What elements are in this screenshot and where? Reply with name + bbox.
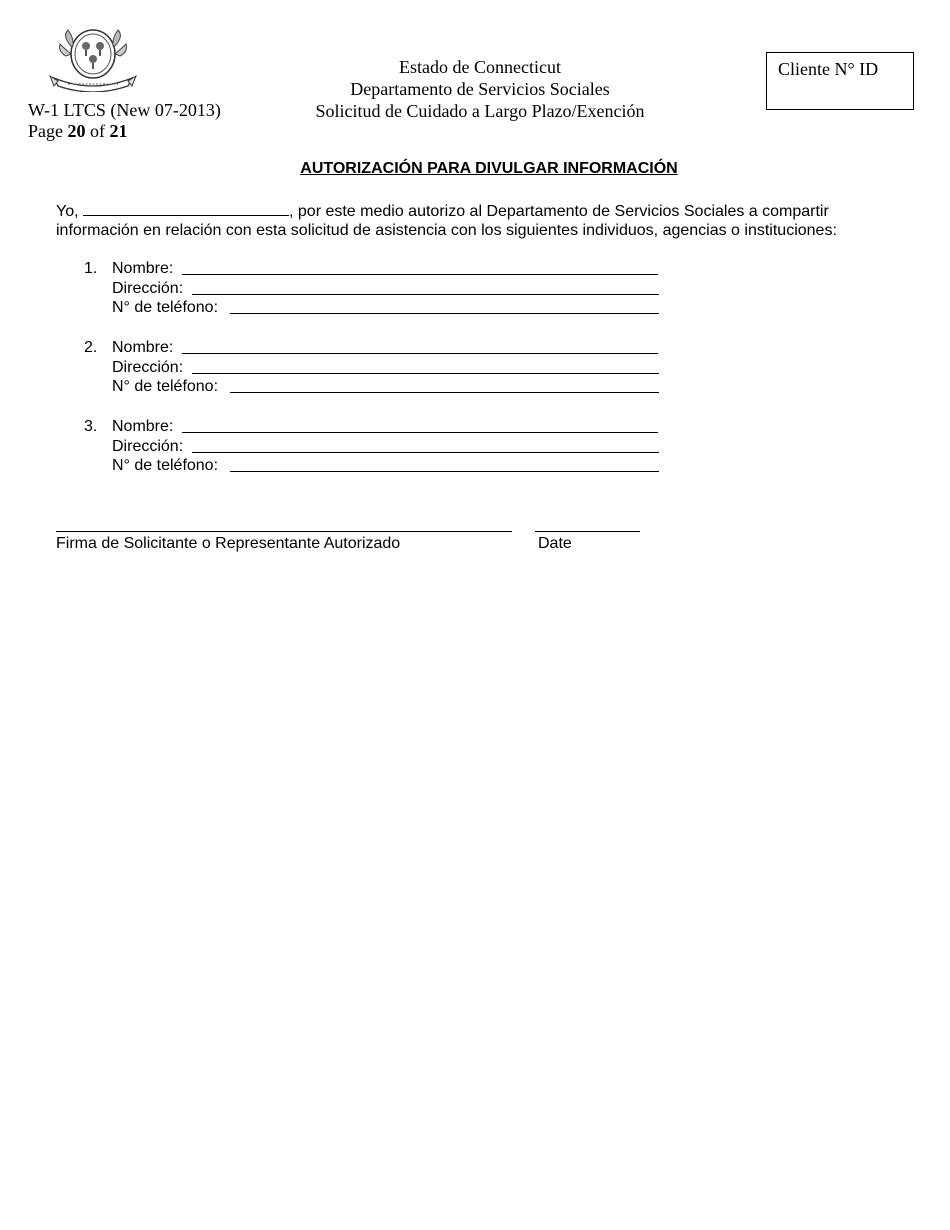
name-label: Nombre: [112, 339, 174, 356]
form-code: W-1 LTCS (New 07-2013) [28, 100, 221, 120]
entry-number: 3. [84, 418, 98, 435]
page-of: of [90, 121, 105, 141]
phone-field[interactable] [230, 456, 659, 472]
intro-line2: información en relación con esta solicitud de asistencia con los siguientes individuos, agencias o instituciones: [56, 222, 837, 239]
phone-field[interactable] [230, 377, 659, 393]
signature-label: Firma de Solicitante o Representante Autorizado [56, 535, 401, 552]
address-field[interactable] [192, 279, 659, 295]
address-field[interactable] [192, 437, 659, 453]
entry-number: 2. [84, 339, 98, 356]
applicant-name-field[interactable] [83, 201, 289, 216]
phone-label: N° de teléfono: [112, 457, 219, 474]
phone-label: N° de teléfono: [112, 378, 219, 395]
phone-label: N° de teléfono: [112, 299, 219, 316]
intro-prefix: Yo, [56, 203, 79, 220]
agency-header [300, 56, 660, 122]
name-label: Nombre: [112, 260, 174, 277]
name-field[interactable] [182, 417, 658, 433]
name-field[interactable] [182, 338, 658, 354]
state-seal-icon [44, 26, 142, 92]
agency-department: Departamento de Servicios Sociales [350, 79, 610, 99]
client-id-field[interactable] [766, 52, 914, 110]
intro-line1: , por este medio autorizo al Departamento de Servicios Sociales a compartir [289, 203, 829, 220]
address-label: Dirección: [112, 437, 184, 455]
address-label: Dirección: [112, 358, 184, 376]
page-total: 21 [109, 121, 128, 141]
date-label: Date [538, 535, 572, 552]
address-label: Dirección: [112, 279, 184, 297]
entry-number: 1. [84, 260, 98, 277]
name-field[interactable] [182, 259, 658, 275]
agency-state: Estado de Connecticut [399, 57, 561, 77]
phone-field[interactable] [230, 298, 659, 314]
date-field[interactable] [535, 531, 640, 532]
signature-field[interactable] [56, 531, 512, 532]
page-current: 20 [67, 121, 86, 141]
address-field[interactable] [192, 358, 659, 374]
page-number [28, 120, 128, 142]
page-title: AUTORIZACIÓN PARA DIVULGAR INFORMACIÓN [300, 160, 678, 177]
client-id-label: Cliente N° ID [778, 59, 879, 79]
name-label: Nombre: [112, 418, 174, 435]
page-prefix: Page [28, 121, 63, 141]
authorization-statement [56, 201, 916, 240]
agency-form-title: Solicitud de Cuidado a Largo Plazo/Exención [315, 101, 645, 121]
